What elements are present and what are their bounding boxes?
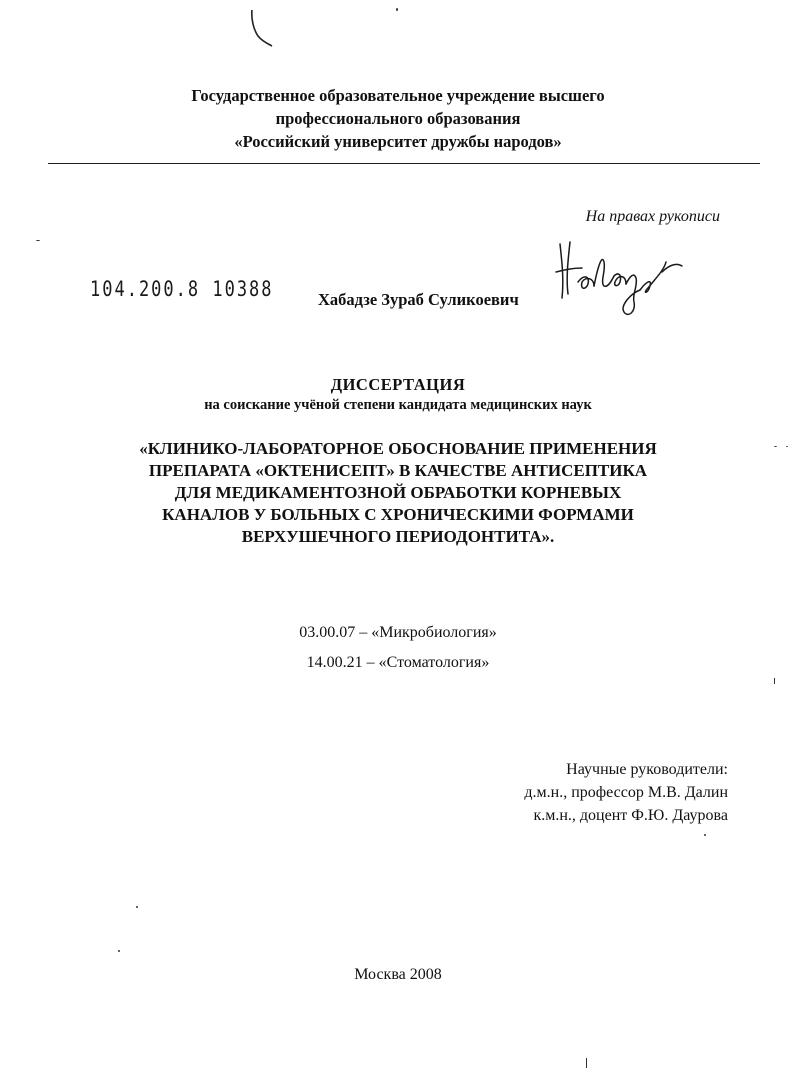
- title-line: ПРЕПАРАТА «ОКТЕНИСЕПТ» В КАЧЕСТВЕ АНТИСЕПТИКА: [148, 461, 648, 480]
- scan-speck: [774, 678, 775, 684]
- archive-number: 104.200.8 10388: [90, 277, 274, 302]
- specialty-microbiology: 03.00.07 – «Микробиология»: [299, 624, 497, 641]
- specialty-stomatology: 14.00.21 – «Стоматология»: [306, 654, 490, 671]
- scan-speck: [586, 1058, 587, 1068]
- scan-speck: [36, 240, 40, 241]
- header-divider: [48, 163, 760, 164]
- institution-line-1: Государственное образовательное учреждение высшего: [191, 86, 605, 105]
- advisor-1: д.м.н., профессор М.В. Далин: [524, 784, 728, 801]
- advisors-heading: Научные руководители:: [566, 761, 728, 778]
- signature-icon: [548, 232, 688, 324]
- institution-line-3: «Российский университет дружбы народов»: [234, 132, 562, 151]
- degree-line: на соискание учёной степени кандидата медицинских наук: [204, 397, 592, 413]
- advisor-2: к.м.н., доцент Ф.Ю. Даурова: [533, 807, 728, 824]
- title-line: «КЛИНИКО-ЛАБОРАТОРНОЕ ОБОСНОВАНИЕ ПРИМЕНЕНИЯ: [139, 439, 657, 458]
- scan-speck: [118, 950, 120, 952]
- scan-speck: [136, 906, 138, 908]
- title-line: ВЕРХУШЕЧНОГО ПЕРИОДОНТИТА».: [241, 527, 555, 546]
- author-name: Хабадзе Зураб Суликоевич: [318, 290, 519, 309]
- scan-speck: [774, 446, 777, 447]
- document-type: ДИССЕРТАЦИЯ: [330, 375, 466, 394]
- rights-note: На правах рукописи: [585, 208, 720, 225]
- title-line: КАНАЛОВ У БОЛЬНЫХ С ХРОНИЧЕСКИМИ ФОРМАМИ: [162, 505, 634, 524]
- institution-line-2: профессионального образования: [275, 109, 521, 128]
- institution-header: [0, 84, 796, 153]
- city-year: Москва 2008: [354, 966, 442, 983]
- scan-speck: [704, 834, 706, 836]
- title-line: ДЛЯ МЕДИКАМЕНТОЗНОЙ ОБРАБОТКИ КОРНЕВЫХ: [174, 483, 622, 502]
- advisors-block: [524, 758, 728, 827]
- scan-speck: [396, 8, 398, 11]
- scan-speck: [786, 446, 788, 447]
- scan-mark-icon: [246, 8, 276, 48]
- dissertation-title: [0, 438, 796, 548]
